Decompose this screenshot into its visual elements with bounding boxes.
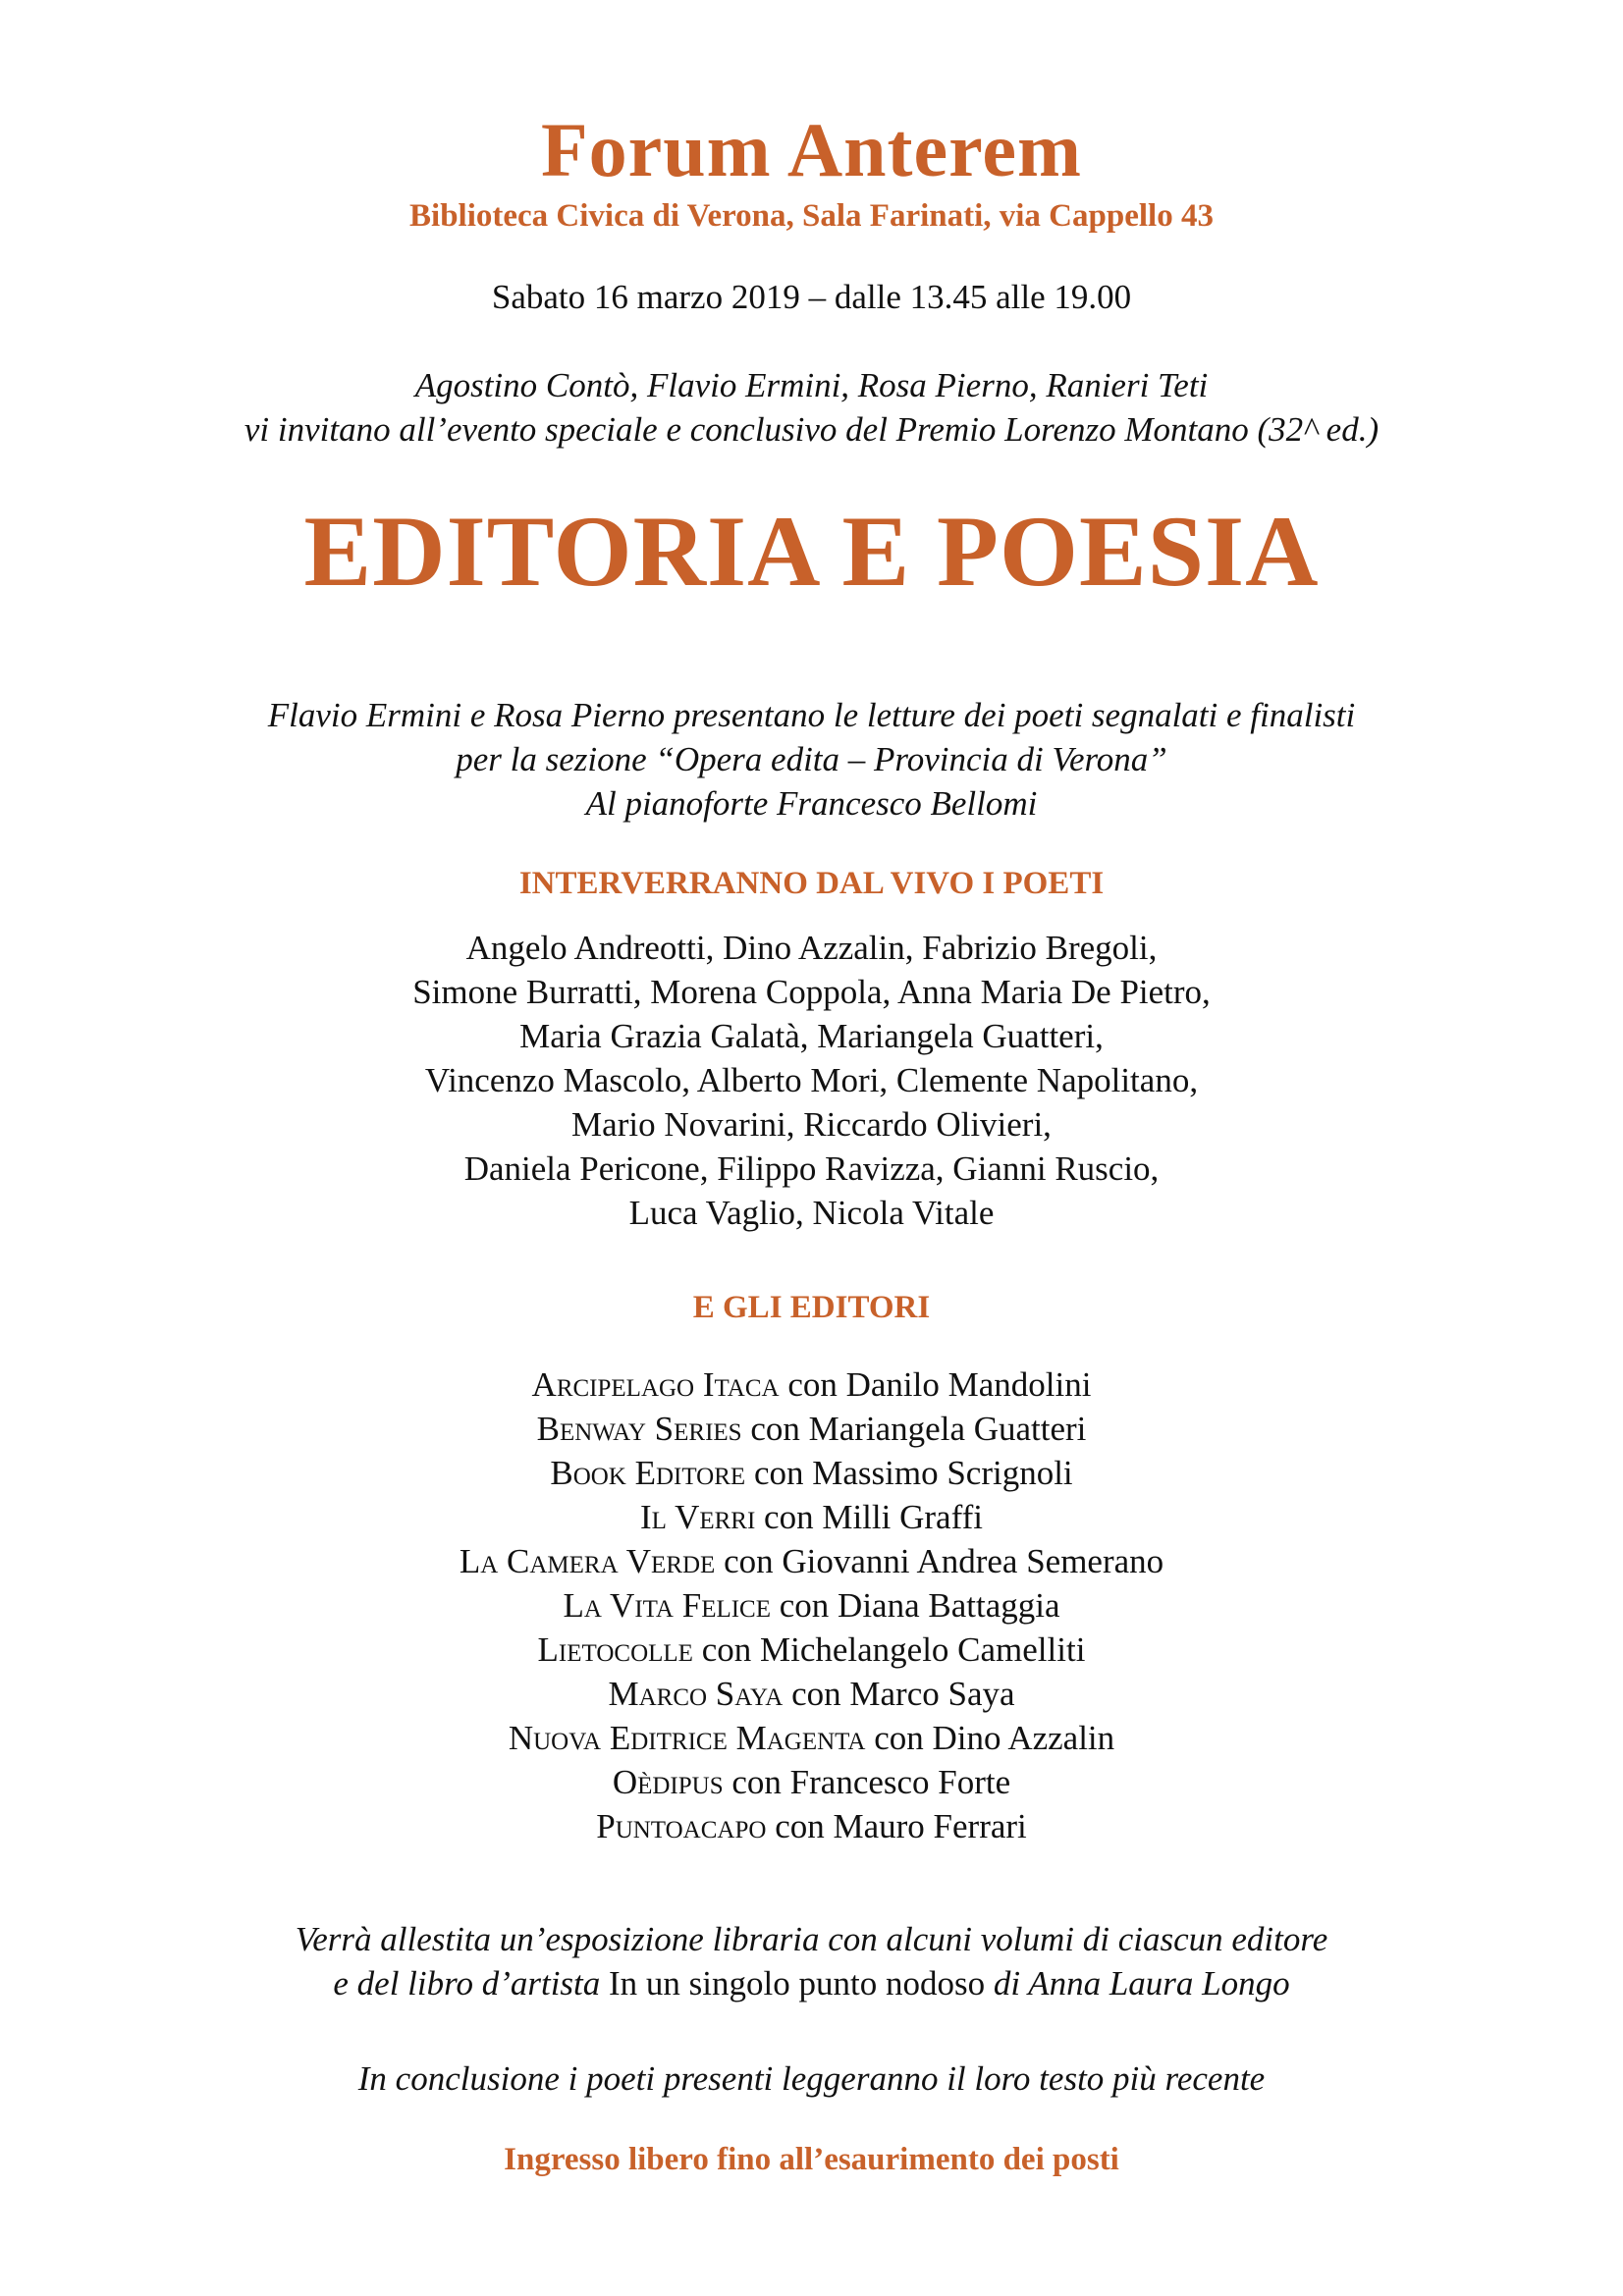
poets-line: Angelo Andreotti, Dino Azzalin, Fabrizio Bregoli, bbox=[465, 929, 1158, 967]
editor-line bbox=[0, 1362, 1623, 1407]
publisher-name: Il Verri bbox=[640, 1498, 756, 1536]
editor-line bbox=[0, 1407, 1623, 1451]
editor-person: con Massimo Scrignoli bbox=[745, 1454, 1073, 1492]
editor-person: con Dino Azzalin bbox=[865, 1719, 1115, 1757]
editor-person: con Milli Graffi bbox=[755, 1498, 983, 1536]
poets-line: Maria Grazia Galatà, Mariangela Guatteri, bbox=[519, 1017, 1104, 1055]
publisher-name: La Camera Verde bbox=[459, 1542, 716, 1580]
editor-person: con Danilo Mandolini bbox=[779, 1365, 1092, 1404]
exhibition-line bbox=[0, 1961, 1623, 2005]
exhibition-text: e del libro d’artista bbox=[333, 1964, 610, 2002]
publisher-name: Nuova Editrice Magenta bbox=[508, 1719, 866, 1757]
editor-line bbox=[0, 1495, 1623, 1539]
poets-line: Vincenzo Mascolo, Alberto Mori, Clemente Napolitano, bbox=[424, 1061, 1199, 1099]
venue-line: Biblioteca Civica di Verona, Sala Farinati, via Cappello 43 bbox=[409, 198, 1214, 234]
forum-title: Forum Anterem bbox=[541, 107, 1082, 192]
event-date: Sabato 16 marzo 2019 – dalle 13.45 alle 19.00 bbox=[491, 278, 1132, 316]
publisher-name: Lietocolle bbox=[537, 1630, 693, 1669]
intro-block bbox=[0, 693, 1623, 826]
editors-list bbox=[0, 1362, 1623, 1848]
intro-line: Flavio Ermini e Rosa Pierno presentano le letture dei poeti segnalati e finalisti bbox=[267, 696, 1356, 734]
artist-book-title: In un singolo punto nodoso bbox=[609, 1964, 986, 2002]
editor-person: con Marco Saya bbox=[783, 1675, 1015, 1713]
editor-line bbox=[0, 1583, 1623, 1628]
editor-person: con Francesco Forte bbox=[723, 1763, 1011, 1801]
editor-person: con Mauro Ferrari bbox=[766, 1807, 1027, 1845]
publisher-name: La Vita Felice bbox=[563, 1586, 772, 1625]
editors-heading: E GLI EDITORI bbox=[692, 1290, 931, 1325]
poets-line: Mario Novarini, Riccardo Olivieri, bbox=[571, 1105, 1052, 1144]
editor-line bbox=[0, 1672, 1623, 1716]
poets-line: Daniela Pericone, Filippo Ravizza, Gianni Ruscio, bbox=[463, 1149, 1160, 1188]
exhibition-block bbox=[0, 1917, 1623, 2005]
editor-person: con Mariangela Guatteri bbox=[741, 1410, 1087, 1448]
event-title: EDITORIA E POESIA bbox=[303, 496, 1320, 608]
invitation-line: vi invitano all’evento speciale e conclusivo del Premio Lorenzo Montano (32^ ed.) bbox=[243, 410, 1380, 449]
editor-person: con Giovanni Andrea Semerano bbox=[715, 1542, 1164, 1580]
publisher-name: Arcipelago Itaca bbox=[531, 1365, 780, 1404]
poets-heading: INTERVERRANNO DAL VIVO I POETI bbox=[518, 866, 1105, 901]
conclusion-line: In conclusione i poeti presenti leggeranno il loro testo più recente bbox=[357, 2059, 1266, 2098]
poets-line: Luca Vaglio, Nicola Vitale bbox=[628, 1194, 995, 1232]
publisher-name: Marco Saya bbox=[608, 1675, 784, 1713]
editor-line bbox=[0, 1804, 1623, 1848]
poets-line: Simone Burratti, Morena Coppola, Anna Maria De Pietro, bbox=[412, 973, 1211, 1011]
editor-person: con Michelangelo Camelliti bbox=[692, 1630, 1086, 1669]
publisher-name: Book Editore bbox=[550, 1454, 746, 1492]
editor-line bbox=[0, 1716, 1623, 1760]
exhibition-line: Verrà allestita un’esposizione libraria con alcuni volumi di ciascun editore bbox=[295, 1920, 1328, 1958]
editor-line bbox=[0, 1628, 1623, 1672]
intro-line: Al pianoforte Francesco Bellomi bbox=[585, 784, 1038, 823]
editor-line bbox=[0, 1760, 1623, 1804]
publisher-name: Oèdipus bbox=[612, 1763, 724, 1801]
poets-list bbox=[0, 926, 1623, 1235]
editor-line bbox=[0, 1539, 1623, 1583]
publisher-name: Puntoacapo bbox=[596, 1807, 767, 1845]
intro-line: per la sezione “Opera edita – Provincia di Verona” bbox=[456, 740, 1167, 778]
editor-person: con Diana Battaggia bbox=[771, 1586, 1060, 1625]
exhibition-text: di Anna Laura Longo bbox=[985, 1964, 1290, 2002]
publisher-name: Benway Series bbox=[536, 1410, 742, 1448]
entry-note: Ingresso libero fino all’esaurimento dei posti bbox=[504, 2142, 1119, 2177]
hosts-line: Agostino Contò, Flavio Ermini, Rosa Pierno, Ranieri Teti bbox=[414, 366, 1209, 404]
editor-line bbox=[0, 1451, 1623, 1495]
hosts-block bbox=[0, 363, 1623, 452]
